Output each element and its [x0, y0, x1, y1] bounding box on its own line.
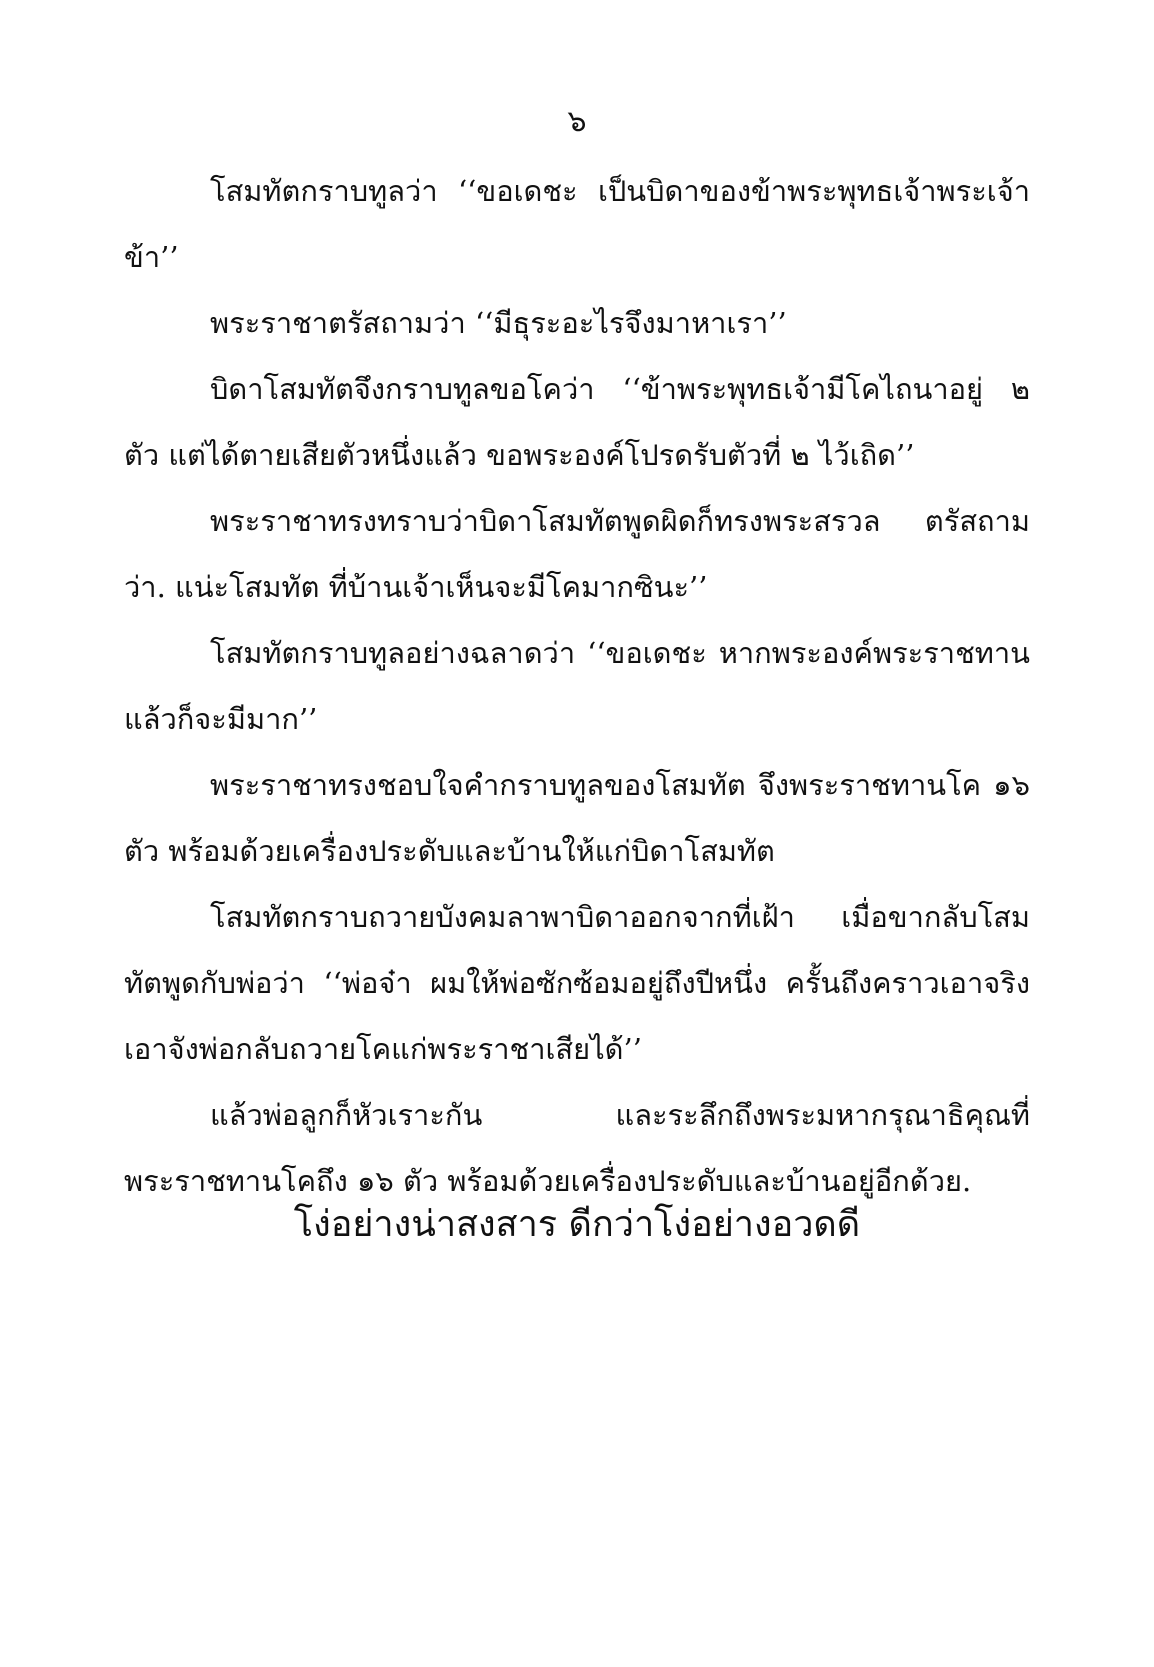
paragraph-1: โสมทัตกราบทูลว่า ‘‘ขอเดชะ เป็นบิดาของข้าพระพุทธเจ้าพระเจ้าข้า’’ [124, 174, 1030, 274]
paragraph-6: พระราชาทรงชอบใจคำกราบทูลของโสมทัต จึงพระราชทานโค ๑๖ ตัว พร้อมด้วยเครื่องประดับและบ้านให้แก่บิดาโสมทัต [124, 768, 1030, 868]
paragraph-4: พระราชาทรงทราบว่าบิดาโสมทัตพูดผิดก็ทรงพระสรวล ตรัสถามว่า. แน่ะโสมทัต ที่บ้านเจ้าเห็นจะมีโคมากซินะ’’ [124, 504, 1030, 604]
paragraph-3: บิดาโสมทัตจึงกราบทูลขอโคว่า ‘‘ข้าพระพุทธเจ้ามีโคไถนาอยู่ ๒ ตัว แต่ได้ตายเสียตัวหนึ่งแล้ว ขอพระองค์โปรดรับตัวที่ ๒ ไว้เถิด’’ [124, 372, 1030, 472]
moral-proverb: โง่อย่างน่าสงสาร ดีกว่าโง่อย่างอวดดี [293, 1204, 861, 1245]
paragraph-2: พระราชาตรัสถามว่า ‘‘มีธุระอะไรจึงมาหาเรา’’ [210, 306, 787, 340]
story-body [124, 158, 1030, 1214]
paragraph-7: โสมทัตกราบถวายบังคมลาพาบิดาออกจากที่เฝ้า เมื่อขากลับโสมทัตพูดกับพ่อว่า ‘‘พ่อจ๋า ผมให้พ่อซักซ้อมอยู่ถึงปีหนึ่ง ครั้นถึงคราวเอาจริงเอาจังพ่อกลับถวายโคแก่พระราชาเสียได้’’ [124, 900, 1030, 1066]
paragraph-5: โสมทัตกราบทูลอย่างฉลาดว่า ‘‘ขอเดชะ หากพระองค์พระราชทานแล้วก็จะมีมาก’’ [124, 636, 1030, 736]
paragraph-8: แล้วพ่อลูกก็หัวเราะกัน และระลึกถึงพระมหากรุณาธิคุณที่พระราชทานโคถึง ๑๖ ตัว พร้อมด้วยเครื่องประดับและบ้านอยู่อีกด้วย. [124, 1098, 1030, 1198]
page-number: ๖ [567, 104, 587, 139]
